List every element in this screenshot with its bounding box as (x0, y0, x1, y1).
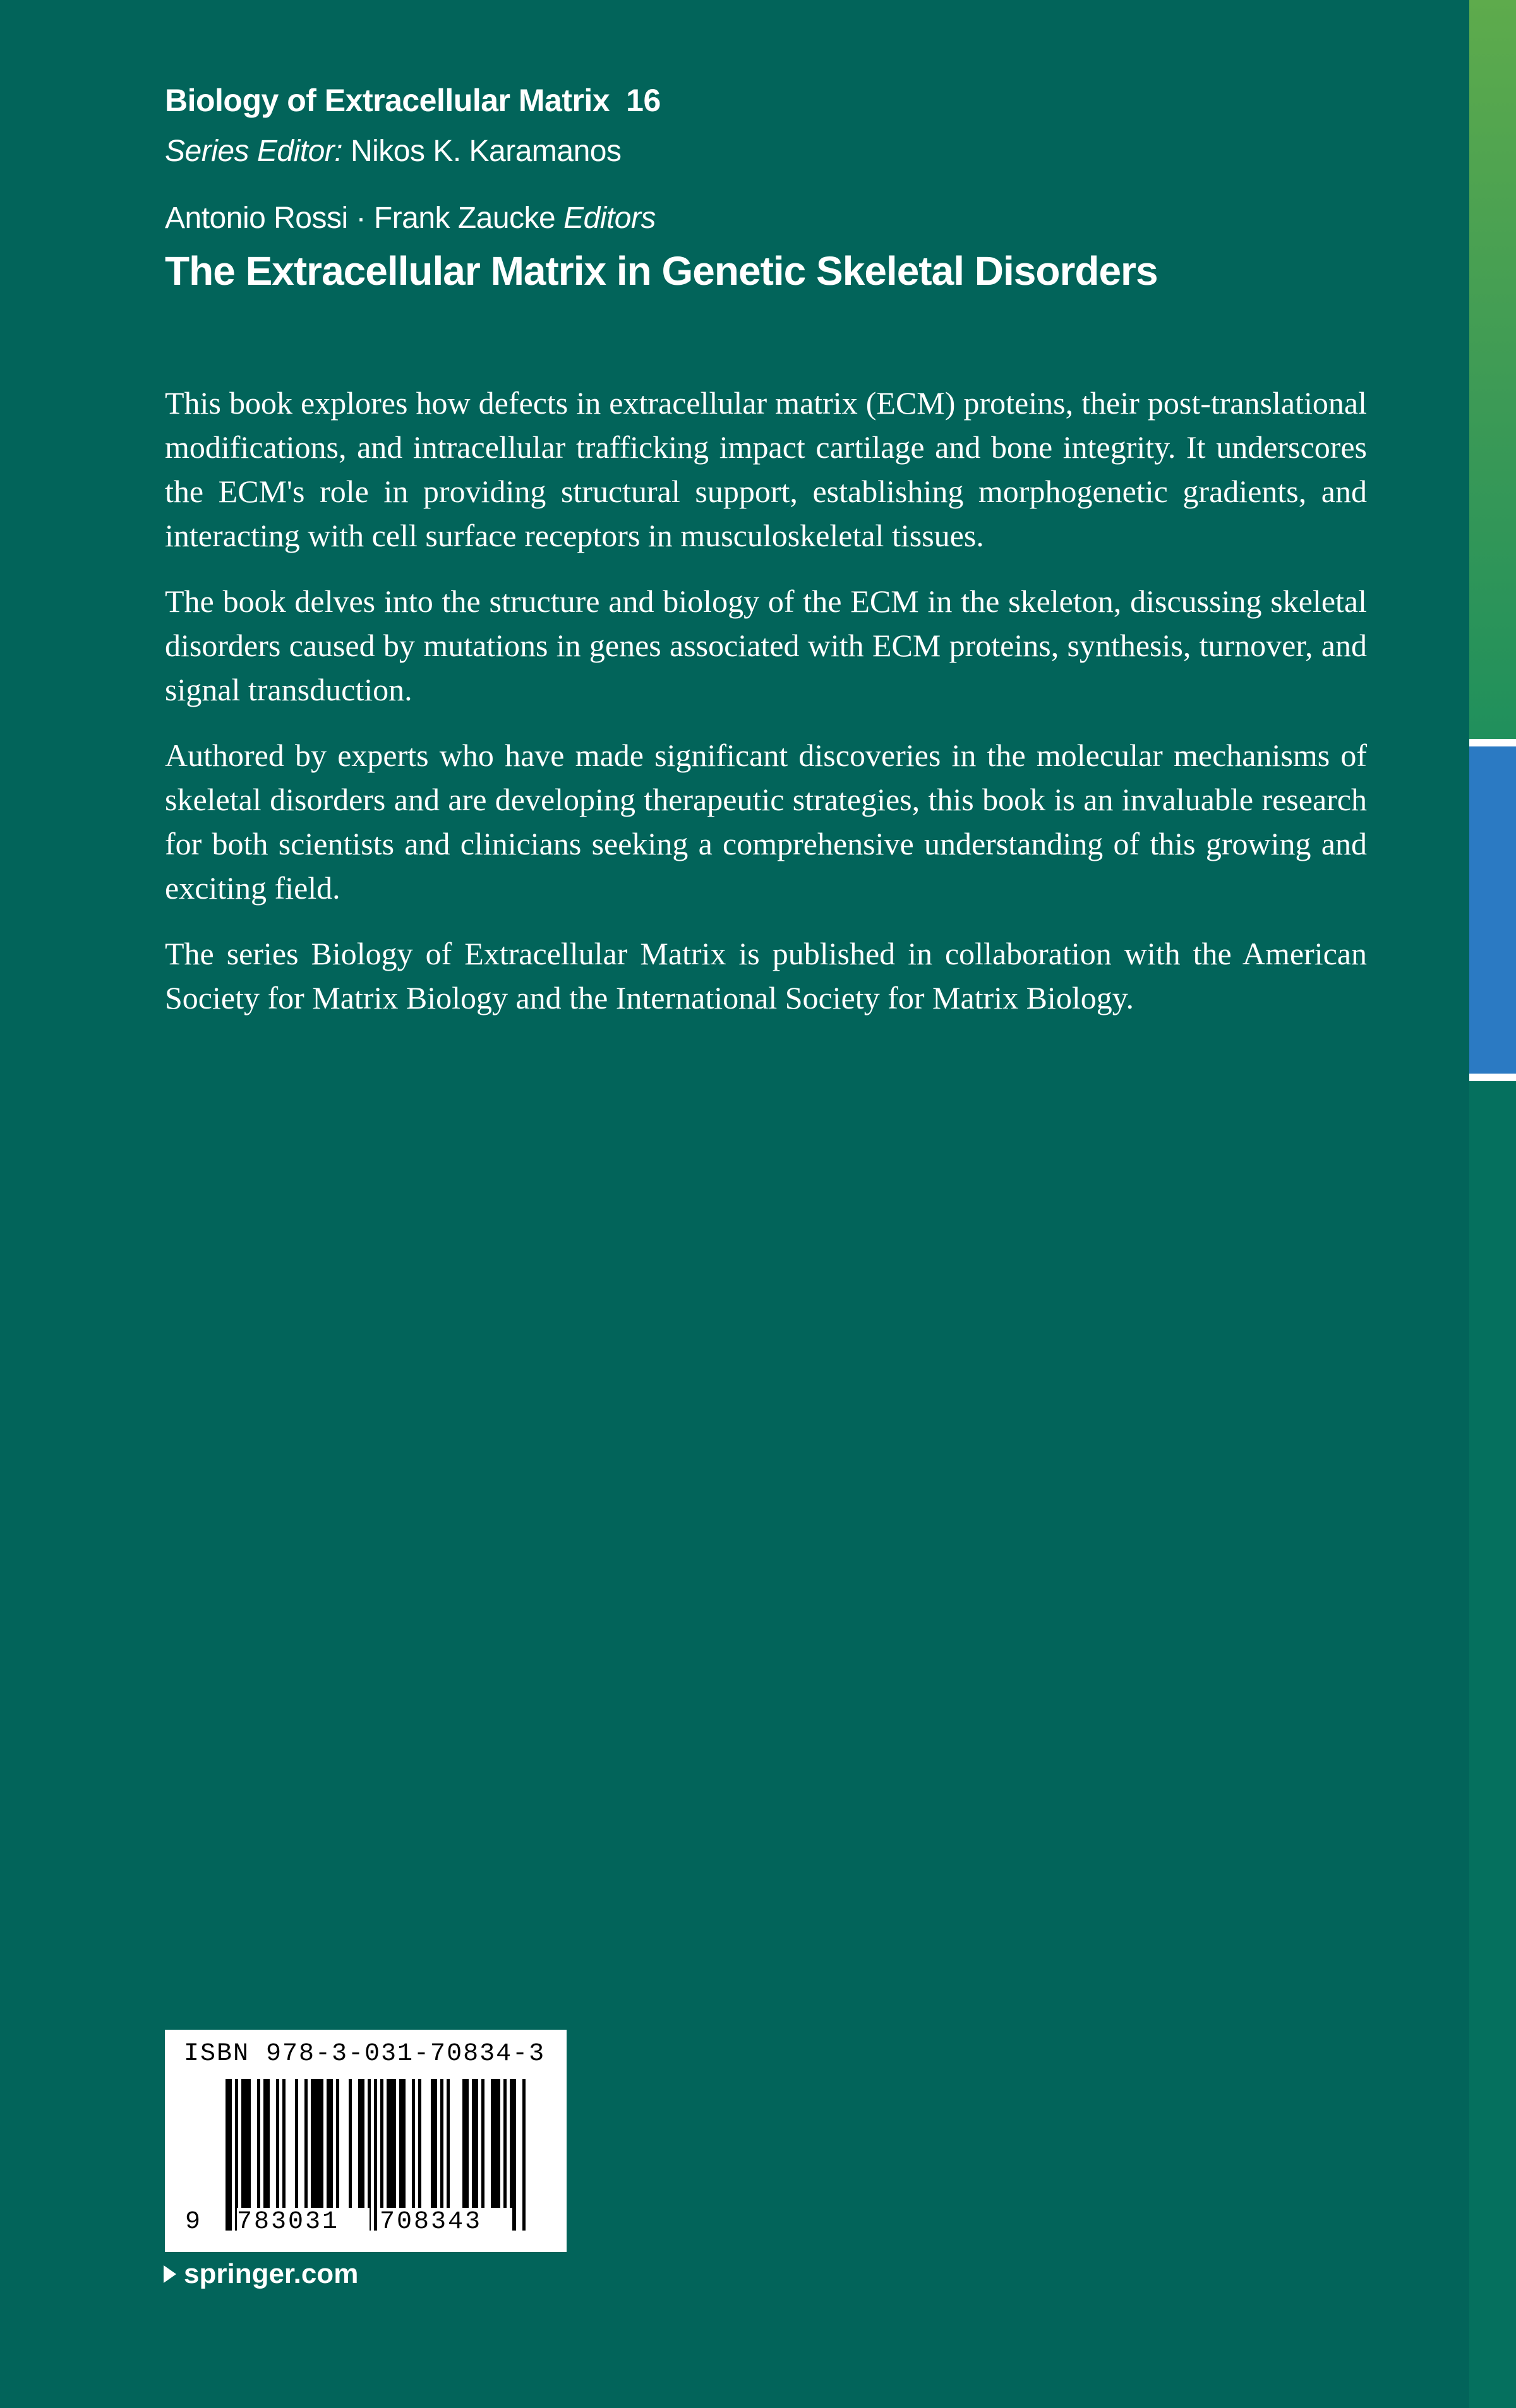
publisher-url: springer.com (184, 2258, 359, 2289)
ean-right-digits: 708343 (380, 2208, 512, 2236)
series-editor-label: Series Editor: (165, 135, 343, 168)
isbn-label: ISBN 978-3-031-70834-3 (184, 2040, 546, 2068)
ean-left-digits: 783031 (237, 2208, 370, 2236)
arrow-right-icon (164, 2265, 176, 2283)
series-editor (165, 134, 621, 169)
publisher-link[interactable] (164, 2258, 358, 2290)
series-name: Biology of Extracellular Matrix (165, 83, 610, 118)
blurb-paragraph: This book explores how defects in extracellular matrix (ECM) proteins, their post-translational modifications, and intracellular trafficking impact cartilage and bone integrity. It underscores the ECM's role in providing structural support, establishing morphogenetic gradients, and interacting with cell surface receptors in musculoskeletal tissues. (165, 385, 1367, 553)
series-editor-name: Nikos K. Karamanos (350, 135, 622, 168)
barcode-bar (374, 2079, 377, 2231)
strip-divider (1469, 739, 1516, 746)
book-title: The Extracellular Matrix in Genetic Skeletal Disorders (165, 248, 1158, 294)
series-volume: 16 (626, 83, 661, 118)
strip-divider (1469, 1074, 1516, 1081)
editors-role: Editors (563, 201, 656, 235)
isbn-barcode (165, 2030, 567, 2252)
color-strip-blue (1469, 746, 1516, 1074)
blurb-paragraph: The series Biology of Extracellular Matrix is published in collaboration with the American Society for Matrix Biology and the International Society for Matrix Biology. (165, 936, 1367, 1015)
book-editors (165, 201, 656, 236)
blurb-paragraph: Authored by experts who have made significant discoveries in the molecular mechanisms of skeletal disorders and are developing therapeutic strategies, this book is an invaluable research for both scientists and clinicians seeking a comprehensive understanding of this growing and exciting field. (165, 738, 1367, 906)
blurb-text (165, 381, 1367, 1041)
color-strip-green (1469, 0, 1516, 739)
barcode-bar (522, 2079, 526, 2231)
color-strip-teal (1469, 1081, 1516, 2408)
blurb-paragraph: The book delves into the structure and biology of the ECM in the skeleton, discussing skeletal disorders caused by mutations in genes associated with ECM proteins, synthesis, turnover, and signal transduction. (165, 584, 1367, 707)
barcode-bar (226, 2079, 232, 2231)
series-heading (165, 82, 661, 119)
editor-names: Antonio Rossi · Frank Zaucke (165, 201, 556, 235)
ean-first-digit: 9 (185, 2208, 201, 2236)
